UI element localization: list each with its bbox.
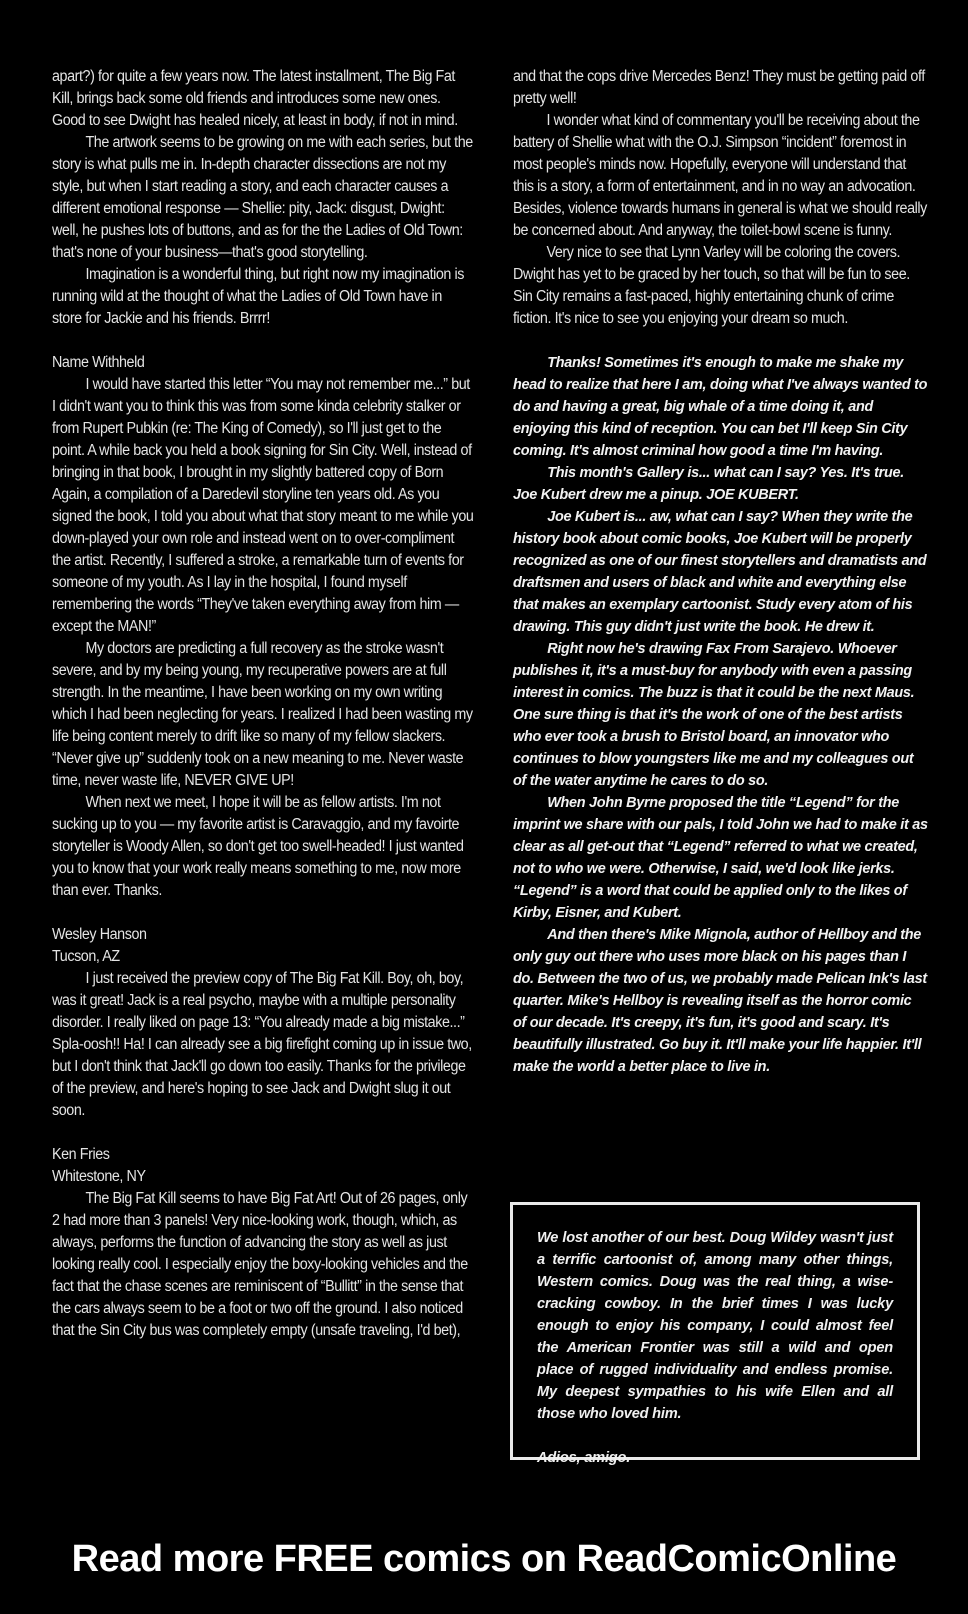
- letter-paragraph: Very nice to see that Lynn Varley will be coloring the covers. Dwight has yet to be graced by her touch, so that will be fun to see. Sin City remains a fast-paced, highly entertaining chunk of crime fiction. It's nice to see you enjoying your dream so much.: [513, 244, 910, 327]
- letter-signature: Wesley Hanson: [52, 926, 147, 943]
- letter-name-withheld: [52, 352, 474, 902]
- editor-reply: [513, 352, 928, 1078]
- letter-paragraph: My doctors are predicting a full recovery as the stroke wasn't severe, and by my being young, my recuperative powers are at full strength. In the meantime, I have been working on my own writing which I had been neglecting for years. I realized I had been wasting my life being content merely to drift like so many of my fellow slackers. “Never give up” suddenly took on a new meaning to me. Never waste time, never waste life, NEVER GIVE UP!: [52, 640, 473, 789]
- right-column: [513, 66, 928, 1078]
- reply-paragraph: When John Byrne proposed the title “Legend” for the imprint we share with our pals, I told John we had to make it as clear as all get-out that “Legend” referred to what we created, not to who we were. Otherwise, I said, we'd look like jerks. “Legend” is a word that could be applied only to the likes of Kirby, Eisner, and Kubert.: [513, 794, 928, 921]
- left-column: [52, 66, 474, 1342]
- memorial-body: We lost another of our best. Doug Wildey wasn't just a terrific cartoonist of, among many other things, Western comics. Doug was the real thing, a wise-cracking cowboy. In the brief times I was lucky enough to enjoy his company, I could almost feel the American Frontier was still a wild and open place of rugged individuality and endless promise. My deepest sympathies to his wife Ellen and all those who loved him.: [537, 1230, 893, 1422]
- letter-paragraph: The Big Fat Kill seems to have Big Fat Art! Out of 26 pages, only 2 had more than 3 panels! Very nice-looking work, though, which, as always, performs the function of advancing the story as well as just looking really cool. I especially enjoy the boxy-looking vehicles and the fact that the chase scenes are reminiscent of “Bullitt” in the sense that the cars always seem to be a foot or two off the ground. I also noticed that the Sin City bus was completely empty (unsafe traveling, I'd bet),: [52, 1190, 468, 1339]
- letter-signature: Name Withheld: [52, 354, 145, 371]
- memorial-box: [510, 1202, 920, 1466]
- letter-ken-fries-continued: [513, 66, 928, 330]
- letter-paragraph: I wonder what kind of commentary you'll be receiving about the battery of Shellie what with the O.J. Simpson “incident” foremost in most people's minds now. Hopefully, everyone will understand that this is a story, a form of entertainment, and in no way an advocation. Besides, violence towards humans in general is what we should really be concerned about. And anyway, the toilet-bowl scene is funny.: [513, 112, 927, 239]
- memorial-closing: Adios, amigo.: [537, 1450, 631, 1466]
- footer-banner: Read more FREE comics on ReadComicOnline: [71, 1538, 897, 1580]
- letter-location: Tucson, AZ: [52, 948, 120, 965]
- letter-paragraph: The artwork seems to be growing on me with each series, but the story is what pulls me in. In-depth character dissections are not my style, but when I start reading a story, and each character causes a different emotional response — Shellie: pity, Jack: disgust, Dwight: well, he pushes lots of buttons, and as for the the Ladies of Old Town: that's none of your business—that's good storytelling.: [52, 134, 473, 261]
- letter-signature: Ken Fries: [52, 1146, 110, 1163]
- letter-continued: [52, 66, 474, 330]
- reply-paragraph: And then there's Mike Mignola, author of Hellboy and the only guy out there who uses more black on his pages than I do. Between the two of us, we probably made Pelican Ink's last quarter. Mike's Hellboy is revealing itself as the horror comic of our decade. It's creepy, it's fun, it's good and scary. It's beautifully illustrated. Go buy it. It'll make your life happier. It'll make the world a better place to live in.: [513, 926, 927, 1075]
- reply-paragraph: Joe Kubert is... aw, what can I say? When they write the history book about comic books, Joe Kubert will be properly recognized as one of our finest storytellers and dramatists and draftsmen and users of black and white and everything else that makes an exemplary cartoonist. Study every atom of his drawing. This guy didn't just write the book. He drew it.: [513, 508, 927, 635]
- letter-ken-fries: [52, 1144, 474, 1342]
- letter-paragraph: Imagination is a wonderful thing, but right now my imagination is running wild at the thought of what the Ladies of Old Town have in store for Jackie and his friends. Brrrr!: [52, 266, 465, 327]
- reply-paragraph: Thanks! Sometimes it's enough to make me shake my head to realize that here I am, doing what I've always wanted to do and having a great, big whale of a time doing it, and enjoying this kind of reception. You can bet I'll keep Sin City coming. It's almost criminal how good a time I'm having.: [513, 354, 928, 459]
- letter-paragraph: and that the cops drive Mercedes Benz! They must be getting paid off pretty well!: [513, 68, 925, 107]
- reply-paragraph: This month's Gallery is... what can I say? Yes. It's true. Joe Kubert drew me a pinup. JOE KUBERT.: [513, 464, 904, 503]
- letter-paragraph: I would have started this letter “You may not remember me...” but I didn't want you to think this was from some kinda celebrity stalker or from Rupert Pubkin (re: The King of Comedy), so I'll just get to the point. A while back you held a book signing for Sin City. Well, instead of bringing in that book, I brought in my slightly battered copy of Born Again, a compilation of a Daredevil storyline ten years old. As you signed the book, I told you about what that story meant to me while you down-played your own role and instead went on to over-compliment the artist. Recently, I suffered a stroke, a remarkable turn of events for someone of my youth. As I lay in the hospital, I found myself remembering the words “They've taken everything away from him — except the MAN!”: [52, 376, 474, 635]
- letter-paragraph: When next we meet, I hope it will be as fellow artists. I'm not sucking up to you — my favorite artist is Caravaggio, and my favoirte storyteller is Woody Allen, so don't get too swell-headed! I just wanted you to know that your work really means something to me, now more than ever. Thanks.: [52, 794, 464, 899]
- letter-paragraph: I just received the preview copy of The Big Fat Kill. Boy, oh, boy, was it great! Jack is a real psycho, maybe with a multiple personality disorder. I really liked on page 13: “You already made a big mistake...” Spla-oosh!! Ha! I can already see a big firefight coming up in issue two, but I don't think that Jack'll go down too easily. Thanks for the privilege of the preview, and here's hoping to see Jack and Dwight slug it out soon.: [52, 970, 472, 1119]
- letter-paragraph: apart?) for quite a few years now. The latest installment, The Big Fat Kill, brings back some old friends and introduces some new ones. Good to see Dwight has healed nicely, at least in body, if not in mind.: [52, 68, 458, 129]
- letter-location: Whitestone, NY: [52, 1168, 146, 1185]
- letter-wesley-hanson: [52, 924, 474, 1122]
- reply-paragraph: Right now he's drawing Fax From Sarajevo. Whoever publishes it, it's a must-buy for anybody with even a passing interest in comics. The buzz is that it could be the next Maus. One sure thing is that it's the work of one of the best artists who ever took a brush to Bristol board, an innovator who continues to blow youngsters like me and my colleagues out of the water anytime he cares to do so.: [513, 640, 915, 789]
